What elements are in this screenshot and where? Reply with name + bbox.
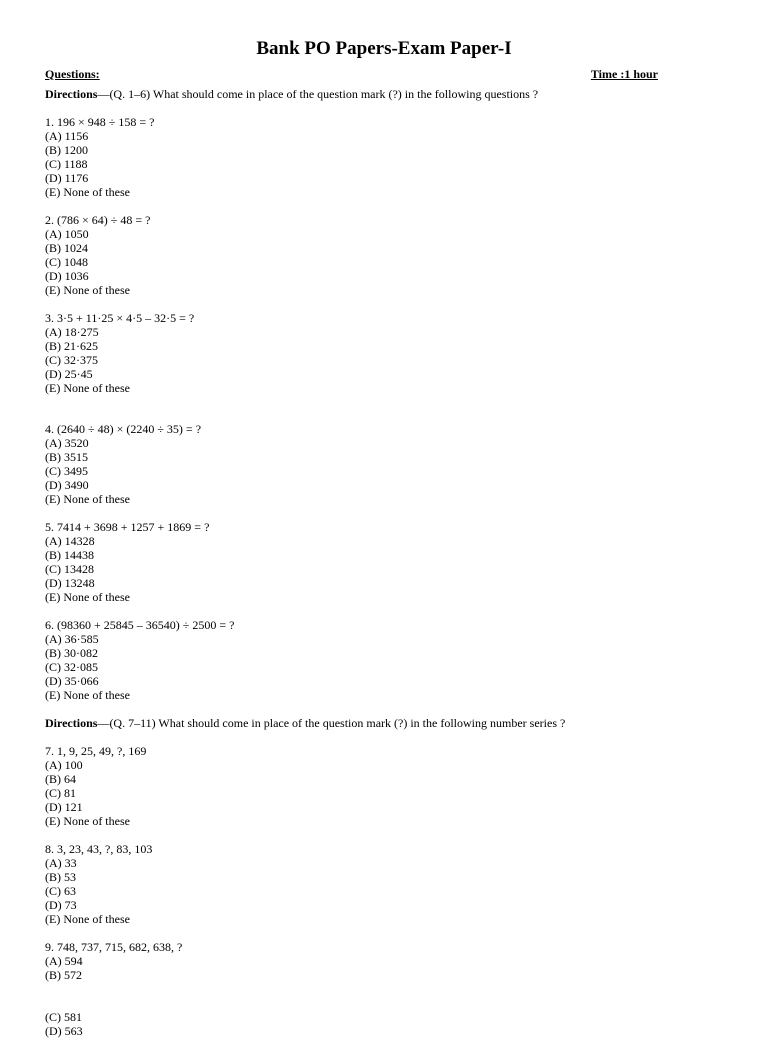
- question-1: [45, 115, 725, 199]
- question-list: [45, 87, 725, 1038]
- option-a: (A) 33: [45, 856, 77, 870]
- question-text: 3. 3·5 + 11·25 × 4·5 – 32·5 = ?: [45, 311, 195, 325]
- question-text: 8. 3, 23, 43, ?, 83, 103: [45, 842, 153, 856]
- time-limit: Time :1 hour: [590, 67, 658, 81]
- question-text: 5. 7414 + 3698 + 1257 + 1869 = ?: [45, 520, 210, 534]
- option-c: (C) 63: [45, 884, 76, 898]
- question-8: [45, 842, 725, 926]
- question-7: [45, 744, 725, 828]
- option-a: (A) 3520: [45, 436, 89, 450]
- option-b: (B) 21·625: [45, 339, 98, 353]
- option-d: (D) 121: [45, 800, 83, 814]
- question-6: [45, 618, 725, 702]
- option-b: (B) 1024: [45, 241, 88, 255]
- option-e: (E) None of these: [45, 381, 130, 395]
- option-b: (B) 53: [45, 870, 76, 884]
- directions-text: —(Q. 1–6) What should come in place of the question mark (?) in the following questions ?: [97, 87, 539, 101]
- question-2: [45, 213, 725, 297]
- question-3: [45, 311, 725, 395]
- option-c: (C) 1188: [45, 157, 88, 171]
- question-text: 2. (786 × 64) ÷ 48 = ?: [45, 213, 151, 227]
- option-a: (A) 14328: [45, 534, 95, 548]
- option-d: (D) 73: [45, 898, 77, 912]
- option-c: (C) 32·085: [45, 660, 98, 674]
- option-d: (D) 25·45: [45, 367, 93, 381]
- question-text: 1. 196 × 948 ÷ 158 = ?: [45, 115, 155, 129]
- option-a: (A) 594: [45, 954, 83, 968]
- questions-heading: Questions:: [45, 67, 100, 81]
- document-title: Bank PO Papers-Exam Paper-I: [256, 38, 512, 59]
- question-text: 9. 748, 737, 715, 682, 638, ?: [45, 940, 183, 954]
- option-b: (B) 30·082: [45, 646, 98, 660]
- option-e: (E) None of these: [45, 814, 130, 828]
- option-a: (A) 100: [45, 758, 83, 772]
- question-text: 7. 1, 9, 25, 49, ?, 169: [45, 744, 147, 758]
- option-d: (D) 13248: [45, 576, 95, 590]
- option-b: (B) 64: [45, 772, 76, 786]
- directions-1: [45, 87, 725, 101]
- option-b: (B) 1200: [45, 143, 88, 157]
- option-b: (B) 572: [45, 968, 82, 982]
- question-text: 6. (98360 + 25845 – 36540) ÷ 2500 = ?: [45, 618, 235, 632]
- option-c: (C) 13428: [45, 562, 94, 576]
- option-c: (C) 1048: [45, 255, 88, 269]
- option-e: (E) None of these: [45, 912, 130, 926]
- option-b: (B) 14438: [45, 548, 94, 562]
- directions-2: [45, 716, 725, 730]
- option-b: (B) 3515: [45, 450, 88, 464]
- directions-text: —(Q. 7–11) What should come in place of the question mark (?) in the following number series ?: [97, 716, 566, 730]
- option-e: (E) None of these: [45, 590, 130, 604]
- question-9: [45, 940, 725, 1038]
- option-d: (D) 1176: [45, 171, 89, 185]
- option-a: (A) 1156: [45, 129, 89, 143]
- option-d: (D) 3490: [45, 478, 89, 492]
- option-e: (E) None of these: [45, 185, 130, 199]
- option-c: (C) 32·375: [45, 353, 98, 367]
- directions-label: Directions: [45, 87, 98, 101]
- option-a: (A) 36·585: [45, 632, 99, 646]
- option-c: (C) 3495: [45, 464, 88, 478]
- directions-label: Directions: [45, 716, 98, 730]
- option-d: (D) 1036: [45, 269, 89, 283]
- option-d: (D) 35·066: [45, 674, 99, 688]
- option-e: (E) None of these: [45, 688, 130, 702]
- option-d: (D) 563: [45, 1024, 83, 1038]
- option-a: (A) 1050: [45, 227, 89, 241]
- question-5: [45, 520, 725, 604]
- option-c: (C) 81: [45, 786, 76, 800]
- option-c: (C) 581: [45, 1010, 82, 1024]
- option-e: (E) None of these: [45, 283, 130, 297]
- option-e: (E) None of these: [45, 492, 130, 506]
- question-4: [45, 422, 725, 506]
- question-text: 4. (2640 ÷ 48) × (2240 ÷ 35) = ?: [45, 422, 202, 436]
- option-a: (A) 18·275: [45, 325, 99, 339]
